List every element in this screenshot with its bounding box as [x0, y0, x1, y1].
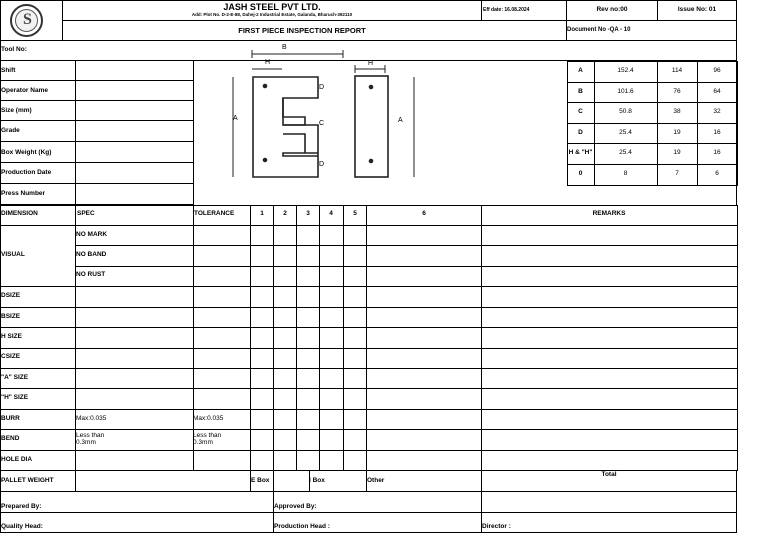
inspection-cell[interactable]	[481, 429, 738, 451]
row-label-a-size: "A" SIZE	[1, 374, 29, 381]
report-title: FIRST PIECE INSPECTION REPORT	[238, 26, 366, 35]
drawing-label-h-right: H	[368, 60, 374, 67]
inspection-cell[interactable]	[273, 450, 297, 471]
size-table-value: B	[578, 88, 583, 95]
quality-head-label: Quality Head:	[1, 523, 43, 530]
row-label-csize: CSIZE	[1, 353, 21, 360]
row-label-h-size: "H" SIZE	[1, 394, 29, 401]
inspection-cell[interactable]	[366, 368, 482, 389]
inspection-cell[interactable]	[250, 429, 274, 451]
inspection-cell[interactable]	[273, 245, 297, 267]
other-label: Other	[367, 477, 385, 484]
inspection-cell[interactable]	[319, 450, 344, 471]
inspection-cell[interactable]	[75, 327, 194, 349]
press-number-label: Press Number	[1, 190, 46, 197]
bend-tol-line2: 0.3mm	[193, 439, 213, 446]
size-table-value: 64	[713, 88, 721, 95]
size-table-value: A	[578, 67, 583, 74]
inspection-cell[interactable]	[319, 245, 344, 267]
inspection-cell[interactable]	[481, 245, 738, 267]
inspection-cell[interactable]	[296, 450, 320, 471]
row-label-bsize: BSIZE	[1, 313, 21, 320]
approved-by-label: Approved By:	[274, 503, 317, 510]
tool-no-label: Tool No:	[1, 46, 27, 53]
inspection-cell[interactable]	[296, 348, 320, 369]
visual-spec-no-band: NO BAND	[76, 251, 107, 258]
eff-date: Eff date: 16.08.2024	[483, 7, 530, 13]
header-col-5: 5	[353, 210, 357, 217]
inspection-cell[interactable]	[481, 348, 738, 369]
inspection-cell[interactable]	[193, 225, 251, 246]
inspection-cell[interactable]	[296, 327, 320, 349]
inspection-cell[interactable]	[343, 245, 367, 267]
inspection-cell[interactable]	[319, 388, 344, 410]
inspection-cell[interactable]	[366, 225, 482, 246]
inspection-cell[interactable]	[366, 348, 482, 369]
drawing-label-b: B	[282, 44, 287, 51]
row-label-dsize: DSIZE	[1, 292, 21, 299]
inspection-cell[interactable]	[366, 286, 482, 308]
box-weight-label: Box Weight (Kg)	[1, 149, 52, 156]
inspection-cell[interactable]	[319, 368, 344, 389]
rev-no: Rev no:00	[596, 6, 628, 13]
inspection-cell[interactable]	[319, 429, 344, 451]
drawing-label-a-right: A	[398, 117, 403, 124]
size-table-value: 25.4	[619, 129, 632, 136]
row-label-burr: BURR	[1, 415, 20, 422]
inspection-cell[interactable]	[250, 286, 274, 308]
inspection-cell[interactable]	[366, 327, 482, 349]
row-label-pallet-weight: PALLET WEIGHT	[1, 477, 54, 484]
inspection-cell[interactable]	[366, 307, 482, 328]
header-dimension: DIMENSION	[1, 210, 38, 217]
inspection-cell[interactable]	[343, 266, 367, 287]
inspection-cell[interactable]	[273, 409, 297, 430]
inspection-cell[interactable]	[343, 429, 367, 451]
inspection-cell[interactable]	[343, 307, 367, 328]
company-name: JASH STEEL PVT LTD.	[223, 2, 321, 12]
inspection-cell[interactable]	[481, 225, 738, 246]
production-date-label: Production Date	[1, 169, 52, 176]
inspection-cell[interactable]	[250, 245, 274, 267]
inspection-cell[interactable]	[250, 266, 274, 287]
header-col-3: 3	[306, 210, 310, 217]
inspection-cell[interactable]	[193, 348, 251, 369]
size-table-value: 152.4	[617, 67, 634, 74]
inspection-cell[interactable]	[319, 307, 344, 328]
inspection-cell[interactable]	[273, 307, 297, 328]
size-table-value: 16	[713, 149, 721, 156]
total-label: Total	[601, 471, 617, 478]
inspection-cell[interactable]	[343, 348, 367, 369]
inspection-cell[interactable]	[366, 429, 482, 451]
inspection-cell[interactable]	[366, 388, 482, 410]
inspection-cell[interactable]	[193, 307, 251, 328]
company-address: Add: Plot No. D-2-E-88, Dahej-2 Industrial Estate, Galanda, Bharuch-392110	[191, 12, 353, 17]
size-table-value: 8	[623, 170, 628, 177]
inspection-cell[interactable]	[193, 266, 251, 287]
document-no: Document No -QA - 10	[567, 27, 631, 33]
inspection-cell[interactable]	[75, 348, 194, 369]
inspection-cell[interactable]	[319, 327, 344, 349]
drawing-label-d-top: D	[319, 84, 325, 91]
inspection-cell[interactable]	[366, 450, 482, 471]
inspection-cell[interactable]	[296, 409, 320, 430]
size-table-value: 96	[713, 67, 721, 74]
inspection-cell[interactable]	[481, 388, 738, 410]
inspection-cell[interactable]	[366, 245, 482, 267]
inspection-cell[interactable]	[193, 327, 251, 349]
prepared-by-label: Prepared By:	[1, 503, 42, 510]
inspection-cell[interactable]	[193, 388, 251, 410]
inspection-cell[interactable]	[273, 429, 297, 451]
inspection-cell[interactable]	[343, 225, 367, 246]
inspection-cell[interactable]	[296, 307, 320, 328]
inspection-cell[interactable]	[343, 368, 367, 389]
inspection-cell[interactable]	[319, 225, 344, 246]
inspection-cell[interactable]	[296, 266, 320, 287]
e-box-label: E Box	[251, 477, 270, 484]
inspection-cell[interactable]	[250, 409, 274, 430]
inspection-cell[interactable]	[250, 225, 274, 246]
size-table-value: H & "H"	[568, 149, 593, 156]
size-table-value: 38	[673, 108, 681, 115]
inspection-cell[interactable]	[75, 368, 194, 389]
inspection-cell[interactable]	[343, 409, 367, 430]
inspection-cell[interactable]	[319, 409, 344, 430]
inspection-cell[interactable]	[296, 245, 320, 267]
visual-spec-no-rust: NO RUST	[76, 271, 106, 278]
header-spec: SPEC	[77, 210, 95, 217]
inspection-cell[interactable]	[250, 450, 274, 471]
header-remarks: REMARKS	[592, 210, 626, 217]
inspection-cell[interactable]	[481, 450, 738, 471]
inspection-cell[interactable]	[273, 348, 297, 369]
pallet-weight-value-cell[interactable]	[75, 470, 251, 492]
size-label: Size (mm)	[1, 107, 32, 114]
inspection-cell[interactable]	[481, 266, 738, 287]
inspection-cell[interactable]	[296, 429, 320, 451]
burr-tolerance: Max:0.035	[193, 415, 224, 422]
row-label-hsize: H SIZE	[1, 333, 22, 340]
header-col-6: 6	[422, 210, 426, 217]
size-table-value: C	[578, 108, 583, 115]
inspection-cell[interactable]	[296, 388, 320, 410]
inspection-cell[interactable]	[193, 368, 251, 389]
size-table-value: 32	[713, 108, 721, 115]
inspection-cell[interactable]	[481, 327, 738, 349]
size-table-value: D	[578, 129, 583, 136]
footer-blank-cell	[481, 491, 737, 513]
inspection-cell[interactable]	[250, 368, 274, 389]
inspection-cell[interactable]	[75, 450, 194, 471]
size-table-value: 114	[671, 67, 683, 74]
size-table-value: 19	[673, 149, 681, 156]
inspection-cell[interactable]	[343, 286, 367, 308]
bend-spec-line1: Less than	[76, 432, 105, 439]
production-head-label: Production Head :	[274, 523, 330, 530]
inspection-cell[interactable]	[296, 225, 320, 246]
inspection-cell[interactable]	[193, 245, 251, 267]
inspection-cell[interactable]	[319, 348, 344, 369]
company-logo-icon: S	[10, 4, 43, 37]
size-table-value: 6	[715, 170, 719, 177]
header-col-1: 1	[260, 210, 264, 217]
size-table-value: 19	[673, 129, 681, 136]
inspection-cell[interactable]	[343, 388, 367, 410]
shift-label: Shift	[1, 67, 16, 74]
inspection-cell[interactable]	[273, 225, 297, 246]
inspection-cell[interactable]	[343, 327, 367, 349]
inspection-cell[interactable]	[75, 388, 194, 410]
row-label-hole-dia: HOLE DIA	[1, 456, 33, 463]
inspection-cell[interactable]	[296, 368, 320, 389]
inspection-cell[interactable]	[481, 368, 738, 389]
inspection-cell[interactable]	[296, 286, 320, 308]
size-table-value: 16	[713, 129, 721, 136]
row-label-bend: BEND	[1, 435, 20, 442]
header-tolerance: TOLERANCE	[194, 210, 235, 217]
drawing-label-a-left: A	[233, 115, 238, 122]
inspection-cell[interactable]	[343, 450, 367, 471]
inspection-cell[interactable]	[366, 266, 482, 287]
drawing-label-c: C	[319, 120, 325, 127]
size-table-value: 50.8	[619, 108, 632, 115]
inspection-cell[interactable]	[481, 286, 738, 308]
inspection-cell[interactable]	[250, 307, 274, 328]
inspection-cell[interactable]	[273, 368, 297, 389]
i-box-label: I Box	[309, 477, 325, 484]
e-core-drawing	[225, 42, 425, 182]
drawing-label-d-bottom: D	[319, 161, 325, 168]
header-col-4: 4	[329, 210, 333, 217]
e-box-value-cell[interactable]	[273, 470, 310, 492]
burr-spec: Max:0.035	[76, 415, 107, 422]
size-table-value: 0	[578, 170, 583, 177]
header-col-2: 2	[283, 210, 287, 217]
inspection-cell[interactable]	[273, 327, 297, 349]
inspection-cell[interactable]	[250, 348, 274, 369]
inspection-cell[interactable]	[481, 307, 738, 328]
grade-label: Grade	[1, 127, 20, 134]
drawing-label-h-left: H	[265, 59, 271, 66]
inspection-cell[interactable]	[319, 286, 344, 308]
inspection-cell[interactable]	[273, 266, 297, 287]
director-cell[interactable]	[481, 512, 737, 533]
visual-label: VISUAL	[1, 251, 25, 258]
issue-no: Issue No: 01	[677, 6, 717, 13]
bend-tol-line1: Less than	[193, 432, 222, 439]
inspection-cell[interactable]	[319, 266, 344, 287]
inspection-cell[interactable]	[273, 388, 297, 410]
inspection-cell[interactable]	[250, 388, 274, 410]
size-table-value: 25.4	[619, 149, 632, 156]
inspection-cell[interactable]	[75, 307, 194, 328]
inspection-cell[interactable]	[193, 450, 251, 471]
inspection-cell[interactable]	[481, 409, 738, 430]
inspection-cell[interactable]	[366, 409, 482, 430]
visual-spec-no-mark: NO MARK	[76, 231, 108, 238]
size-table-value: 76	[673, 88, 681, 95]
inspection-cell[interactable]	[250, 327, 274, 349]
inspection-cell[interactable]	[273, 286, 297, 308]
director-label: Director :	[482, 523, 511, 530]
size-table-value: 101.6	[617, 88, 634, 95]
inspection-cell[interactable]	[75, 286, 194, 308]
operator-label: Operator Name	[1, 87, 48, 94]
inspection-cell[interactable]	[193, 286, 251, 308]
bend-spec-line2: 0.3mm	[76, 439, 96, 446]
size-table-value: 7	[675, 170, 679, 177]
